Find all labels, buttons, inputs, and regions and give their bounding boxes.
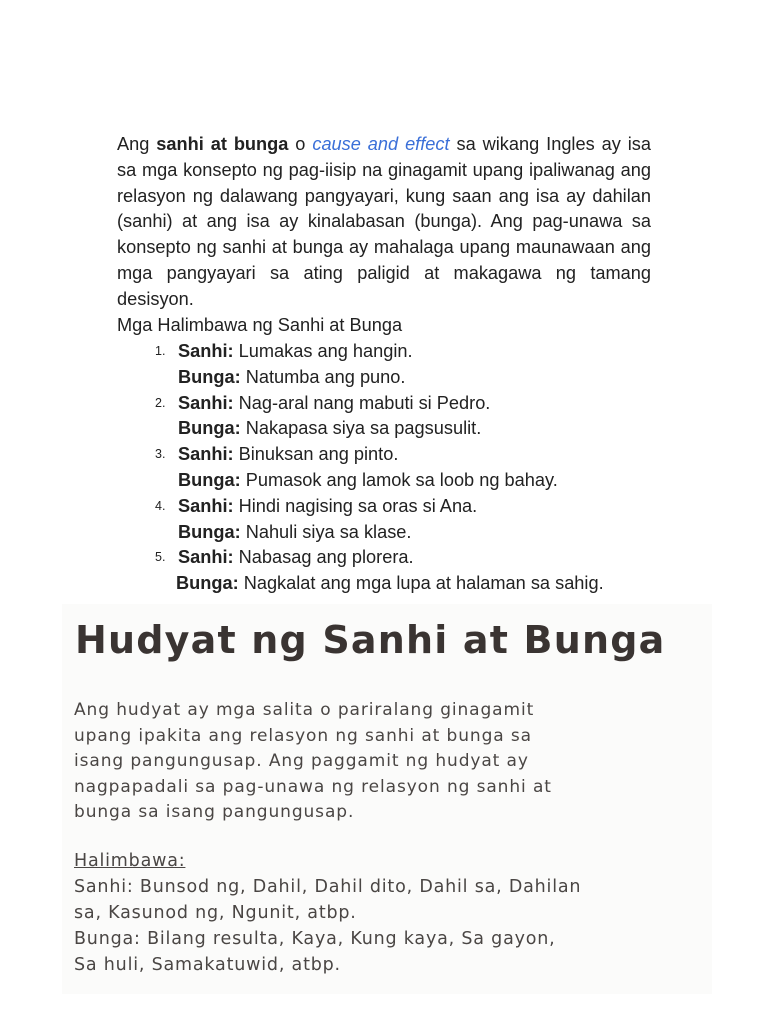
bunga-line <box>178 416 604 442</box>
bunga-text: Nahuli siya sa klase. <box>240 521 412 542</box>
infographic-title: Hudyat ng Sanhi at Bunga <box>75 618 666 662</box>
examples-list <box>155 339 604 597</box>
hudyat-infographic <box>62 604 712 994</box>
sanhi-text: Nabasag ang plorera. <box>233 547 414 568</box>
intro-paragraph <box>117 132 651 313</box>
sanhi-text: Hindi nagising sa oras si Ana. <box>233 495 478 516</box>
list-number: 5. <box>155 550 166 565</box>
list-number: 4. <box>155 498 166 513</box>
list-item <box>155 442 604 494</box>
infographic-halimbawa-heading: Halimbawa: <box>74 851 186 871</box>
bunga-text: Nakapasa siya sa pagsusulit. <box>240 418 482 439</box>
sanhi-label: Sanhi: <box>178 495 234 516</box>
paragraph-line: nagpapadali sa pag-unawa ng relasyon ng sanhi at <box>74 776 552 797</box>
bunga-label: Bunga: <box>178 469 241 490</box>
examples-heading: Mga Halimbawa ng Sanhi at Bunga <box>117 315 403 335</box>
sanhi-line <box>178 442 604 468</box>
sanhi-line <box>178 545 604 571</box>
list-number: 3. <box>155 447 166 462</box>
sanhi-label: Sanhi: <box>178 392 234 413</box>
sanhi-line <box>178 391 604 417</box>
bunga-line <box>178 365 604 391</box>
bunga-line <box>176 571 604 597</box>
bunga-text: Pumasok ang lamok sa loob ng bahay. <box>240 469 558 490</box>
sanhi-line <box>178 339 604 365</box>
bunga-line <box>178 520 604 546</box>
sanhi-text: Binuksan ang pinto. <box>233 444 399 465</box>
infographic-paragraph <box>74 698 674 826</box>
infographic-examples <box>74 874 684 978</box>
paragraph-line: isang pangungusap. Ang paggamit ng hudyat ay <box>74 751 529 771</box>
list-item <box>155 494 604 546</box>
sanhi-text: Nag-aral nang mabuti si Pedro. <box>233 392 491 413</box>
cause-and-effect-link[interactable]: cause and effect <box>312 134 450 154</box>
bunga-label: Bunga: <box>178 418 241 439</box>
paragraph-line: upang ipakita ang relasyon ng sanhi at bunga sa <box>74 725 532 746</box>
list-number: 2. <box>155 395 166 410</box>
bunga-line <box>178 468 604 494</box>
bunga-label: Bunga: <box>178 366 241 387</box>
intro-text-2: o <box>288 134 313 154</box>
list-item <box>155 545 604 597</box>
list-item <box>155 339 604 391</box>
example-line: sa, Kasunod ng, Ngunit, atbp. <box>74 903 357 923</box>
list-number: 1. <box>155 344 166 358</box>
bunga-text: Nagkalat ang mga lupa at halaman sa sahig. <box>238 573 604 594</box>
bunga-text: Natumba ang puno. <box>240 366 406 387</box>
example-line: Sanhi: Bunsod ng, Dahil, Dahil dito, Dahil sa, Dahilan <box>74 877 582 897</box>
paragraph-line: Ang hudyat ay mga salita o pariralang ginagamit <box>74 700 535 720</box>
list-item <box>155 391 604 443</box>
intro-text-3: sa wikang Ingles ay isa sa mga konsepto ng pag-iisip na ginagamit upang ipaliwanag ang relasyon ng dalawang pangyayari, kung saan ang isa ay dahilan (sanhi) at ang isa ay kinalabasan (bunga). Ang pag-unawa sa konsepto ng sanhi at bunga ay mahalaga upang maunawaan ang mga pangyayari sa ating paligid at makagawa ng tamang desisyon. <box>117 134 651 309</box>
bunga-label: Bunga: <box>176 573 239 594</box>
intro-bold-term: sanhi at bunga <box>156 134 289 154</box>
sanhi-label: Sanhi: <box>178 547 234 568</box>
sanhi-label: Sanhi: <box>178 444 234 465</box>
sanhi-label: Sanhi: <box>178 341 234 361</box>
sanhi-line <box>178 494 604 520</box>
example-line: Sa huli, Samakatuwid, atbp. <box>74 955 341 975</box>
intro-text-1: Ang <box>117 134 157 154</box>
example-line: Bunga: Bilang resulta, Kaya, Kung kaya, Sa gayon, <box>74 929 556 949</box>
paragraph-line: bunga sa isang pangungusap. <box>74 802 355 822</box>
bunga-label: Bunga: <box>178 521 241 542</box>
sanhi-text: Lumakas ang hangin. <box>233 341 413 361</box>
